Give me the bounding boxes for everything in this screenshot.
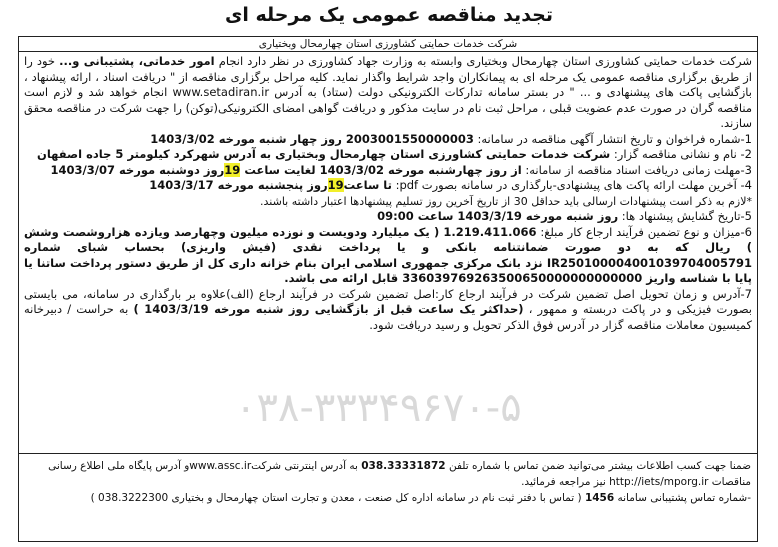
footer-text-1a: ضمنا جهت کسب اطلاعات بیشتر می‌توانید ضمن تماس با شماره تلفن	[445, 460, 751, 472]
footer-text-2c: )	[90, 492, 99, 504]
item-4-value-b: روز پنجشنبه مورخه 1403/3/17	[149, 178, 328, 192]
footer-line-1	[25, 458, 751, 490]
intro-text-1: شرکت خدمات حمایتی کشاورزی استان چهارمحال وبختیاری وابسته به وزارت جهاد کشاورزی در نظر دارد انجام	[214, 54, 752, 68]
item-7	[24, 287, 752, 334]
item-3-label: 3-مهلت زمانی دریافت اسناد مناقصه از سامانه:	[521, 162, 752, 177]
setad-link[interactable]: www.setadiran.ir	[172, 85, 270, 99]
footer-phone-2: 038.3222300	[98, 492, 169, 504]
intro-text-3: انجام خواهد شد و لازم است مناقصه گران در صورت عدم عضویت قبلی ، مراحل ثبت نام در سایت مذکور و دریافت گواهی امضای الکترونیکی(توکن) را جهت شرکت در مناقصه محقق سازند.	[24, 85, 752, 130]
footer-line-2	[25, 490, 751, 506]
intro-text-2: خود را از طریق برگزاری مناقصه عمومی یک مرحله ای به پیمانکاران واجد شرایط واگذار نماید. کلیه مراحل برگزاری مناقصه از " دریافت اسناد ، ارائه پیشنهاد ، بازگشایی پاکت های پیشنهادی و ... " در بستر سامانه تدارکات الکترونیکی دولت (ستاد) به آدرس	[24, 54, 752, 99]
notice-body	[19, 52, 757, 333]
item-4-value-a: تا ساعت	[343, 178, 392, 192]
item-2-value: شرکت خدمات حمایتی کشاورزی استان چهارمحال وبختیاری به آدرس شهرکرد کیلومتر 5 جاده اصفهان	[37, 147, 611, 161]
footer-text-1d: نیز مراجعه فرمائید.	[521, 476, 610, 488]
item-3-highlight: 19	[224, 162, 241, 177]
footer-text-1c: و آدرس پایگاه ملی اطلاع رسانی مناقصات	[48, 460, 751, 488]
item-6-value: 1.219.411.066 ( یک میلیارد ودویست و نوزده میلیون وچهارصد ویازده هزاروشصت وشش ) ریال که به دو صورت ضمانتنامه بانکی و یا پرداخت نقدی (فیش واریزی) بحساب شبای شماره IR250100004001039704005791 نزد بانک مرکزی جمهوری اسلامی ایران بنام خزانه داری کل از طریق دستور پرداخت ساتنا یا پایا با شناسه واریز 336039769263500650000000000000 قابل ارائه می باشد.	[24, 224, 752, 285]
footer-text-2b: ( تماس با دفتر ثبت نام در سامانه اداره کل صنعت ، معدن و تجارت استان چهارمحال و بختیاری	[171, 492, 585, 504]
phone-watermark: ۰۳۸-۳۳۳۴۹۶۷۰-۵	[235, 385, 522, 431]
item-2-label: 2- نام و نشانی مناقصه گزار:	[610, 147, 752, 161]
item-6	[24, 225, 752, 287]
assc-link[interactable]: www.assc.ir	[189, 460, 252, 472]
item-1-value: 2003001550000003 روز چهار شنبه مورخه 1403/3/02	[150, 131, 474, 146]
item-4-highlight: 19	[327, 178, 344, 192]
item-1	[24, 132, 752, 148]
iets-link[interactable]: http://iets/mporg.ir	[609, 476, 709, 488]
item-2	[24, 147, 752, 163]
footer-text-1b: به آدرس اینترنتی شرکت	[251, 460, 362, 472]
item-7-text-b: به حراست / دبیرخانه کمیسیون معاملات مناقصه گزار در آدرس فوق الذکر تحویل و رسید دریافت شود.	[24, 302, 752, 332]
item-3	[24, 163, 752, 179]
support-code: 1456	[584, 492, 615, 504]
item-6-label: 6-میزان و نوع تضمین فرآیند ارجاع کار مبلغ:	[536, 224, 752, 239]
item-4	[24, 178, 752, 194]
contact-footer	[19, 453, 757, 541]
item-3-value-a: از روز چهارشنبه مورخه 1403/3/02 لغایت ساعت	[240, 162, 522, 177]
footer-phone-1: 038.33331872	[361, 460, 446, 472]
item-4-label: 4- آخرین مهلت ارائه پاکت های پیشنهادی-بارگذاری در سامانه بصورت pdf:	[391, 178, 752, 192]
notice-frame	[18, 36, 758, 542]
item-3-value-b: روز دوشنبه مورخه 1403/3/07	[50, 162, 225, 177]
item-7-text-a: 7-آدرس و زمان تحویل اصل تضمین شرکت در فرآیند ارجاع کار:اصل تضمین شرکت در فرآیند ارجاع (الف)علاوه بر بارگذاری در سامانه، می بایستی بصورت فیزیکی و در پاکت دربسته و ممهور ،	[24, 286, 752, 316]
page-title: تجدید مناقصه عمومی یک مرحله ای	[224, 4, 553, 26]
intro-bold: امور خدماتی، پشتیبانی و...	[59, 54, 215, 68]
item-1-label: 1-شماره فراخوان و تاریخ انتشار آگهی مناقصه در سامانه:	[473, 131, 752, 146]
org-header: شرکت خدمات حمایتی کشاورزی استان چهارمحال وبختیاری	[19, 37, 757, 52]
item-5	[24, 209, 752, 225]
item-5-value: روز شنبه مورخه 1403/3/19 ساعت 09:00	[377, 209, 619, 223]
validity-note: *لازم به ذکر است پیشنهادات ارسالی باید حداقل 30 از تاریخ آخرین روز تسلیم پیشنهادها اعتبار داشته باشند.	[260, 194, 752, 208]
item-7-bold: (حداکثر یک ساعت قبل از بازگشایی روز شنبه مورخه 1403/3/19 )	[133, 302, 524, 316]
intro-paragraph	[24, 54, 752, 132]
item-5-label: 5-تاریخ گشایش پیشنهاد ها:	[618, 209, 752, 223]
footer-text-2a: -شماره تماس پشتیبانی سامانه	[614, 492, 751, 504]
